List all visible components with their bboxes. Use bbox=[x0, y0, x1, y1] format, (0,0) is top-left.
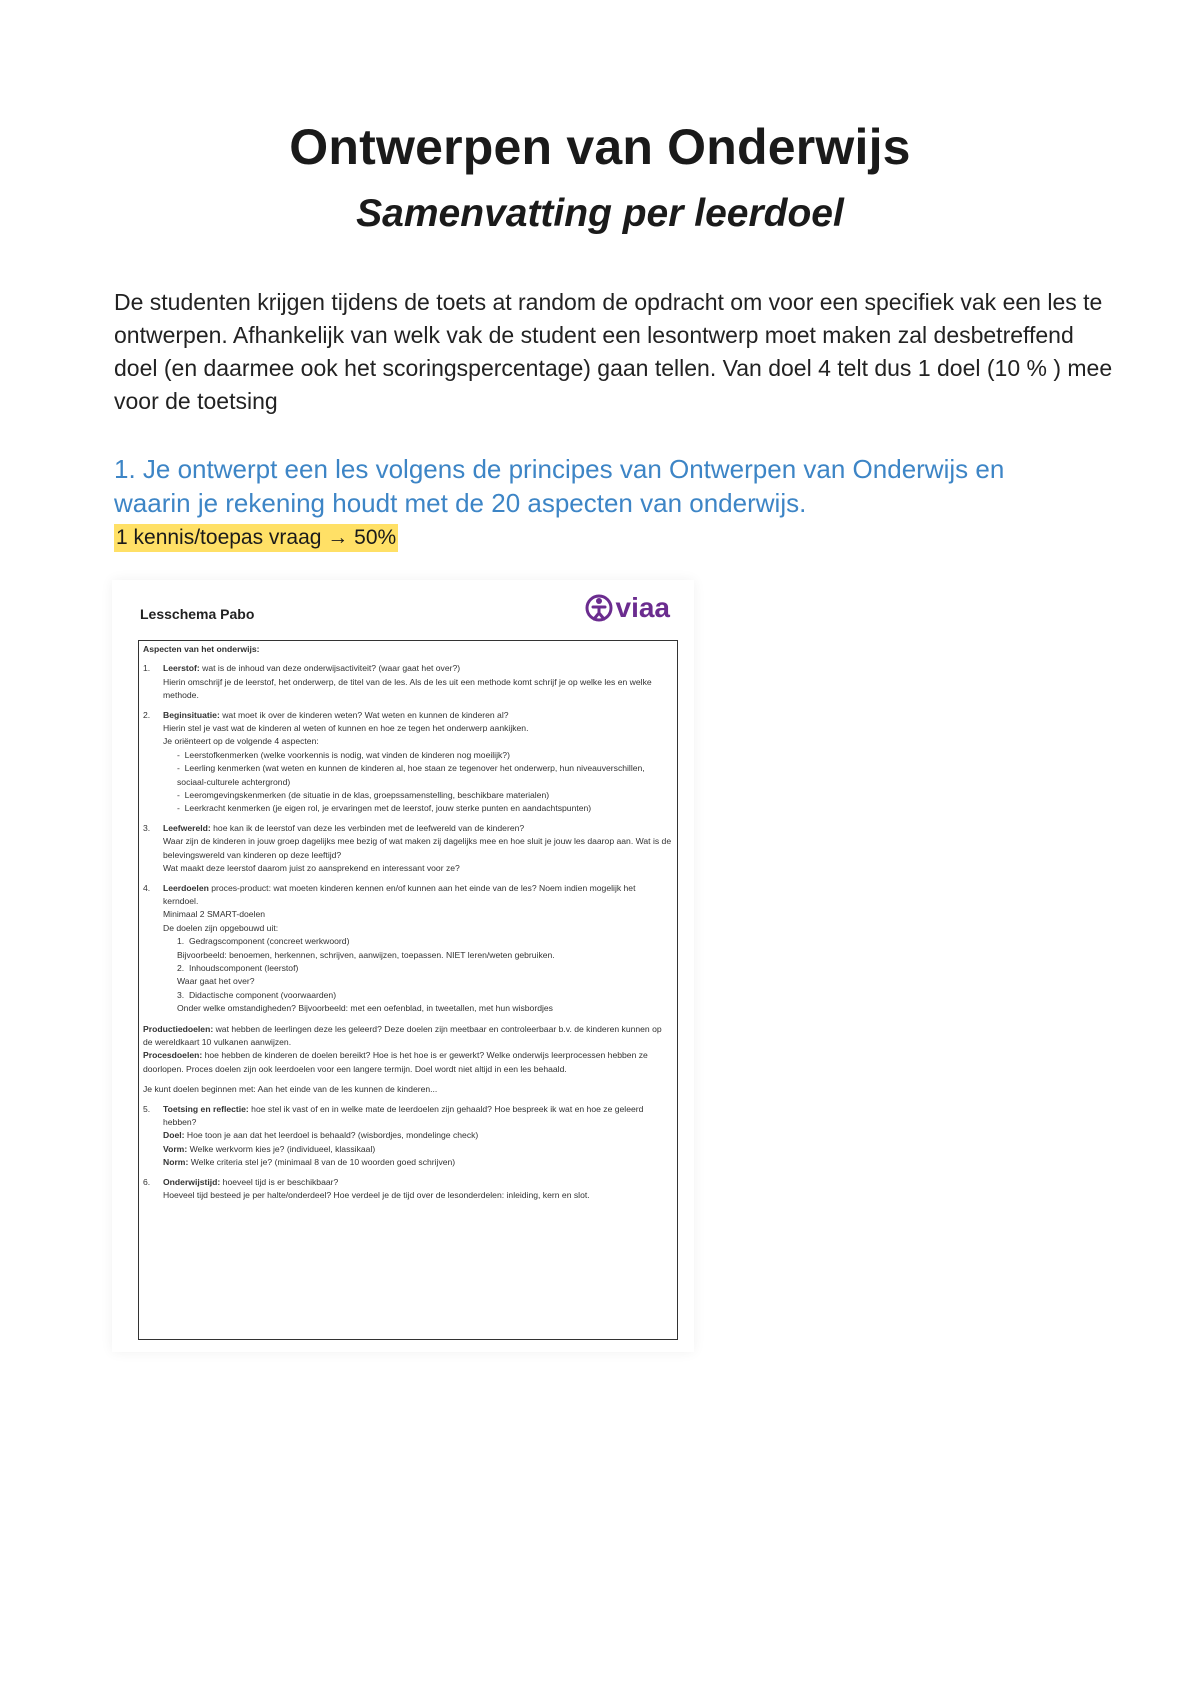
aspect-lead: Onderwijstijd: bbox=[163, 1176, 221, 1187]
aspect-first-line bbox=[163, 822, 673, 835]
begin-line: Je kunt doelen beginnen met: Aan het einde van de les kunnen de kinderen... bbox=[143, 1084, 438, 1095]
scheme-title: Lesschema Pabo bbox=[140, 606, 255, 622]
aspect-line: Hierin stel je vast wat de kinderen al weten of kunnen en hoe ze tegen het onderwerp aankijken. bbox=[163, 723, 529, 734]
aspect-number: 3. bbox=[143, 822, 151, 833]
aspect-labeled-line bbox=[163, 1129, 673, 1142]
highlighted-note: 1 kennis/toepas vraag → 50% bbox=[114, 524, 398, 552]
aspect-line: Hoeveel tijd besteed je per halte/onderdeel? Hoe verdeel je de tijd over de lesonderdelen: inleiding, kern en slot. bbox=[163, 1190, 590, 1201]
aspect-item bbox=[143, 822, 673, 876]
page-title: Ontwerpen van Onderwijs bbox=[289, 119, 911, 175]
aspect-label-text: Welke criteria stel je? (minimaal 8 van de 10 woorden goed schrijven) bbox=[188, 1157, 456, 1168]
aspect-body bbox=[163, 709, 673, 816]
aspect-line: De doelen zijn opgebouwd uit: bbox=[163, 922, 279, 933]
aspect-lead: Leerstof: bbox=[163, 663, 200, 674]
aspect-line: Wat maakt deze leerstof daarom juist zo aansprekend en interessant voor ze? bbox=[163, 863, 460, 874]
aspect-text: hoeveel tijd is er beschikbaar? bbox=[220, 1176, 339, 1187]
aspect-label: Norm: bbox=[163, 1157, 189, 1168]
aspect-subitem-note: Bijvoorbeeld: benoemen, herkennen, schrijven, aanwijzen, toepassen. NIET leren/weten gebruiken. bbox=[177, 949, 555, 960]
aspect-number: 5. bbox=[143, 1103, 151, 1114]
process-goals-lead: Procesdoelen: bbox=[143, 1050, 203, 1061]
product-goals-text: wat hebben de leerlingen deze les geleerd? Deze doelen zijn meetbaar en controleerbaar b.v. de kinderen kunnen op de wereldkaart 10 vulkanen aanwijzen. bbox=[143, 1023, 662, 1047]
aspect-number: 4. bbox=[143, 882, 151, 893]
aspect-text: wat moet ik over de kinderen weten? Wat weten en kunnen de kinderen al? bbox=[219, 709, 509, 720]
aspect-first-line bbox=[163, 882, 673, 909]
viaa-logo-icon bbox=[584, 593, 614, 623]
aspect-lead: Toetsing en reflectie: bbox=[163, 1103, 249, 1114]
aspect-label: Vorm: bbox=[163, 1143, 188, 1154]
aspect-body bbox=[163, 882, 673, 1016]
process-goals bbox=[143, 1049, 673, 1076]
page-subtitle: Samenvatting per leerdoel bbox=[356, 192, 844, 235]
aspect-bullet: - Leerkracht kenmerken (je eigen rol, je ervaringen met de leerstof, jouw sterke punten en aandachtspunten) bbox=[177, 803, 592, 814]
process-goals-text: hoe hebben de kinderen de doelen bereikt? Hoe is het hoe is er gewerkt? Welke onderwijs leerprocessen hebben ze doorlopen. Proces doelen zijn ook leerdoelen voor een langere termijn. Doel wordt niet altijd in een les behaald. bbox=[143, 1050, 648, 1074]
aspect-body bbox=[163, 822, 673, 876]
aspect-line: Hierin omschrijf je de leerstof, het onderwerp, de titel van de les. Als de les uit een methode komt schrijf je op welke les en welke methode. bbox=[163, 676, 652, 701]
aspect-labeled-line bbox=[163, 1143, 673, 1156]
aspect-item bbox=[143, 882, 673, 1016]
aspect-item bbox=[143, 709, 673, 816]
product-goals-lead: Productiedoelen: bbox=[143, 1023, 214, 1034]
aspect-lead: Leerdoelen bbox=[163, 882, 209, 893]
aspect-body bbox=[163, 1103, 673, 1170]
aspect-subitem: 3. Didactische component (voorwaarden) bbox=[177, 989, 337, 1000]
aspect-item bbox=[143, 662, 673, 702]
lesson-scheme-image bbox=[112, 580, 694, 1352]
aspect-first-line bbox=[163, 709, 673, 722]
product-goals bbox=[143, 1023, 673, 1050]
aspects-heading: Aspecten van het onderwijs: bbox=[143, 644, 260, 654]
aspect-label-text: Welke werkvorm kies je? (individueel, klassikaal) bbox=[187, 1143, 376, 1154]
aspect-body bbox=[163, 662, 673, 702]
aspect-lead: Leefwereld: bbox=[163, 822, 211, 833]
aspect-labeled-line bbox=[163, 1156, 673, 1169]
aspect-subitem-note: Waar gaat het over? bbox=[177, 976, 255, 987]
aspect-line: Je oriënteert op de volgende 4 aspecten: bbox=[163, 736, 319, 747]
aspect-bullet: - Leerling kenmerken (wat weten en kunnen de kinderen al, hoe staan ze tegenover het onderwerp, hun niveauverschillen, sociaal-culturele achtergrond) bbox=[177, 763, 645, 787]
aspect-first-line bbox=[163, 662, 673, 675]
aspect-text: proces-product: wat moeten kinderen kennen en/of kunnen aan het einde van de les? Noem indien mogelijk het kerndoel. bbox=[163, 882, 636, 906]
aspect-text: hoe kan ik de leerstof van deze les verbinden met de leefwereld van de kinderen? bbox=[210, 822, 525, 833]
aspect-subitem: 1. Gedragscomponent (concreet werkwoord) bbox=[177, 936, 350, 947]
aspect-bullet: - Leeromgevingskenmerken (de situatie in de klas, groepssamenstelling, beschikbare materialen) bbox=[177, 790, 550, 801]
aspect-item bbox=[143, 1176, 673, 1203]
aspect-number: 6. bbox=[143, 1176, 151, 1187]
aspect-line: Minimaal 2 SMART-doelen bbox=[163, 909, 266, 920]
aspect-subitem: 2. Inhoudscomponent (leerstof) bbox=[177, 962, 299, 973]
aspect-subitem-note: Onder welke omstandigheden? Bijvoorbeeld: met een oefenblad, in tweetallen, met hun wisbordjes bbox=[177, 1003, 553, 1014]
aspect-lead: Beginsituatie: bbox=[163, 709, 220, 720]
aspect-first-line bbox=[163, 1103, 673, 1130]
viaa-logo bbox=[584, 592, 671, 624]
aspect-number: 1. bbox=[143, 663, 151, 674]
aspect-label-text: Hoe toon je aan dat het leerdoel is behaald? (wisbordjes, mondelinge check) bbox=[184, 1130, 479, 1141]
aspect-item bbox=[143, 1103, 673, 1170]
aspect-first-line bbox=[163, 1176, 673, 1189]
aspect-line: Waar zijn de kinderen in jouw groep dagelijks mee bezig of wat maken zij dagelijks mee en hoe sluit je jouw les daarop aan. Wat is de belevingswereld van kinderen op deze leeftijd? bbox=[163, 836, 672, 860]
goal-heading: 1. Je ontwerpt een les volgens de principes van Ontwerpen van Onderwijs en waarin je rekening houdt met de 20 aspecten van onderwijs. bbox=[114, 454, 1005, 518]
intro-paragraph: De studenten krijgen tijdens de toets at random de opdracht om voor een specifiek vak een les te ontwerpen. Afhankelijk van welk vak de student een lesontwerp moet maken zal desbetreffend doel (en daarmee ook het scoringspercentage) gaan tellen. Van doel 4 telt dus 1 doel (10 % ) mee voor de toetsing bbox=[114, 289, 1113, 414]
aspect-label: Doel: bbox=[163, 1130, 185, 1141]
aspect-text: wat is de inhoud van deze onderwijsactiviteit? (waar gaat het over?) bbox=[199, 663, 461, 674]
aspect-bullet: - Leerstofkenmerken (welke voorkennis is nodig, wat vinden de kinderen nog moeilijk?) bbox=[177, 749, 510, 760]
viaa-logo-text: viaa bbox=[615, 592, 670, 623]
aspect-text: hoe stel ik vast of en in welke mate de leerdoelen zijn gehaald? Hoe bespreek ik wat en hoe ze geleerd hebben? bbox=[163, 1103, 644, 1127]
aspect-body bbox=[163, 1176, 673, 1203]
aspect-number: 2. bbox=[143, 709, 151, 720]
aspects-box bbox=[138, 640, 678, 1340]
